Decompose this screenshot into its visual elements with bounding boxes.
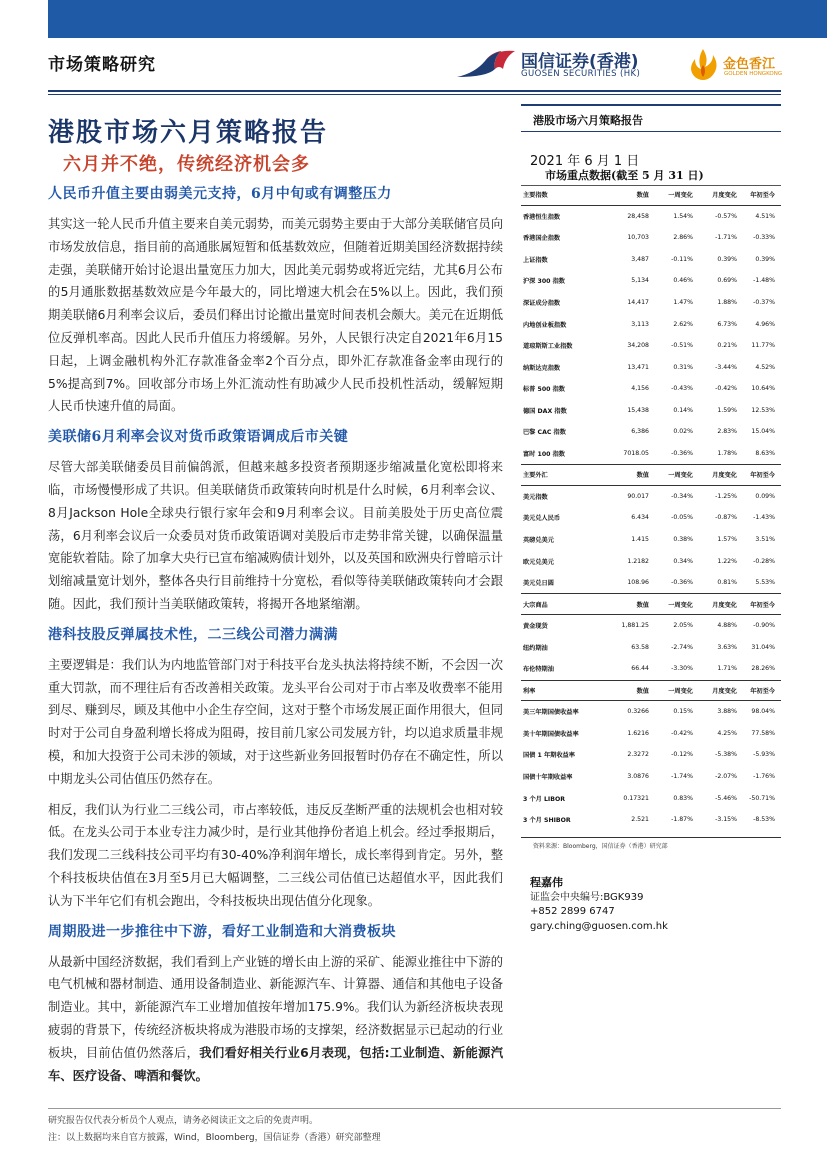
table-row bbox=[521, 486, 781, 508]
table-cell: 0.3266 bbox=[627, 708, 649, 716]
table-cell: 2.83% bbox=[717, 428, 737, 436]
section-heading: 美联储6月利率会议对货币政策语调成后市关键 bbox=[48, 429, 349, 446]
table-cell: 3.88% bbox=[717, 708, 737, 716]
table-cell: 1.6216 bbox=[627, 729, 649, 737]
table-row bbox=[521, 723, 781, 745]
paragraph-bold-conclusion: 我们看好相关行业6月表现，包括:工业制造、新能源汽车、医疗设备、啤酒和餐饮。 bbox=[48, 1045, 503, 1083]
table-cell: 内地创业板指数 bbox=[523, 321, 567, 329]
table-cell: 1.59% bbox=[717, 406, 737, 414]
header-divider-thin bbox=[48, 94, 781, 95]
table-cell: 1.22% bbox=[717, 557, 737, 565]
table-cell: -0.36% bbox=[671, 579, 693, 587]
table-cell: 3.51% bbox=[755, 536, 775, 544]
table-bottom-rule bbox=[521, 837, 781, 838]
table-header-cell: 数值 bbox=[636, 472, 649, 480]
table-header-cell: 利率 bbox=[523, 687, 536, 695]
table-cell: 2.62% bbox=[673, 320, 693, 328]
table-cell: 108.96 bbox=[627, 579, 649, 587]
table-cell: 3,487 bbox=[631, 255, 649, 263]
table-group-header bbox=[521, 593, 781, 615]
table-cell: 美元兑日圆 bbox=[523, 580, 554, 588]
table-cell: -0.11% bbox=[671, 255, 693, 263]
table-cell: 77.58% bbox=[751, 729, 775, 737]
table-cell: 6.434 bbox=[631, 514, 649, 522]
table-header-cell: 一周变化 bbox=[668, 601, 693, 609]
table-cell: 2.05% bbox=[673, 622, 693, 630]
section-cyclical bbox=[48, 921, 503, 1088]
table-cell: 国债 1 年期收益率 bbox=[523, 752, 575, 760]
table-cell: -0.33% bbox=[753, 234, 775, 242]
table-row bbox=[521, 658, 781, 680]
section-tech bbox=[48, 624, 503, 913]
section-rmb bbox=[48, 183, 503, 418]
table-cell: 美十年期国债收益率 bbox=[523, 730, 579, 738]
table-cell: 0.83% bbox=[673, 794, 693, 802]
table-cell: 德国 DAX 指数 bbox=[523, 407, 567, 415]
report-title: 港股市场六月策略报告 bbox=[48, 118, 329, 148]
table-cell: 15.04% bbox=[751, 428, 775, 436]
analyst-email[interactable]: gary.ching@guosen.com.hk bbox=[530, 920, 668, 932]
table-cell: 1.415 bbox=[631, 536, 649, 544]
table-row bbox=[521, 399, 781, 421]
main-body bbox=[48, 183, 503, 1087]
table-cell: 国债十年期收益率 bbox=[523, 774, 573, 782]
table-cell: 7018.05 bbox=[623, 449, 649, 457]
table-cell: 3,113 bbox=[631, 320, 649, 328]
table-cell: 4.52% bbox=[755, 363, 775, 371]
table-cell: 0.46% bbox=[673, 277, 693, 285]
table-cell: 3.0876 bbox=[627, 773, 649, 781]
table-group-header bbox=[521, 184, 781, 206]
table-row bbox=[521, 421, 781, 443]
table-cell: 富时 100 指数 bbox=[523, 450, 565, 458]
table-cell: 1.47% bbox=[673, 299, 693, 306]
sidebar-header bbox=[521, 104, 781, 132]
table-row bbox=[521, 615, 781, 637]
table-cell: 上证指数 bbox=[523, 256, 548, 264]
table-cell: 0.38% bbox=[673, 536, 693, 544]
paragraph: 尽管大部美联储委员目前偏鸽派，但越来越多投资者预期逐步缩减量化宽松即将来临，市场慢慢形成了共识。但美联储货币政策转向时机是什么时候，6月利率会议、8月Jackson Hole全球央行银行家年会和9月利率会议。目前美股处于历史高位震荡，6月利率会议后一众委员对货币政策语调对美股后市走势非常关键，以确保温量宽能软着陆。除了加拿大央行已宣布缩减购债计划外，以及英国和欧洲央行曾暗示计划缩减量宽计划外，整体各央行目前维持十分宽松，看似等待美联储政策转向才会跟随。因此，我们预计当美联储政策转，将揭开各地紧缩潮。 bbox=[48, 460, 503, 611]
table-row bbox=[521, 378, 781, 400]
table-cell: -0.12% bbox=[671, 751, 693, 759]
table-cell: 2.86% bbox=[673, 234, 693, 242]
paragraph-text: 从最新中国经济数据，我们看到上产业链的增长由上游的采矿、能源业推往中下游的电气机械和器材制造、通用设备制造业、新能源汽车、计算器、通信和其他电子设备制造业。其中，新能源汽车工业增加值按年增加175.9%。我们认为新经济板块表现疲弱的背景下，传统经济板块将成为港股市场的支撑架，经济数据显示已起动的行业板块，目前估值仍然落后， bbox=[48, 954, 503, 1060]
table-cell: 1,881.25 bbox=[621, 622, 649, 630]
table-cell: -0.90% bbox=[753, 622, 775, 630]
section-fed bbox=[48, 426, 503, 616]
golden-hongkong-logo bbox=[683, 45, 783, 85]
table-cell: 3 个月 LIBOR bbox=[523, 795, 565, 803]
table-cell: 11.77% bbox=[751, 342, 775, 350]
table-cell: 1.57% bbox=[717, 536, 737, 544]
table-cell: 0.31% bbox=[673, 363, 693, 371]
table-cell: 0.69% bbox=[717, 277, 737, 285]
header-divider bbox=[48, 90, 781, 92]
table-cell: 3.63% bbox=[717, 643, 737, 651]
table-cell: 1.2182 bbox=[627, 557, 649, 565]
table-cell: 2.521 bbox=[631, 816, 649, 824]
table-cell: 4,156 bbox=[631, 385, 649, 393]
table-row bbox=[521, 572, 781, 594]
table-cell: -1.25% bbox=[715, 492, 737, 500]
data-source: 资料来源：Bloomberg，国信证券（香港）研究部 bbox=[533, 843, 668, 850]
table-cell: -5.38% bbox=[715, 751, 737, 759]
table-cell: 1.88% bbox=[717, 299, 737, 306]
table-header-cell: 月度变化 bbox=[712, 601, 737, 609]
table-cell: 0.17321 bbox=[623, 794, 649, 802]
table-header-cell: 数值 bbox=[636, 191, 649, 199]
footer bbox=[48, 1113, 381, 1147]
table-cell: -0.57% bbox=[715, 212, 737, 220]
table-cell: 0.14% bbox=[673, 406, 693, 414]
guosen-logo-en: GUOSEN SECURITIES (HK) bbox=[521, 69, 641, 79]
sidebar-header-title: 港股市场六月策略报告 bbox=[533, 114, 643, 127]
report-date: 2021 年 6 月 1 日 bbox=[530, 154, 640, 169]
section-heading: 周期股进一步推往中下游，看好工业制造和大消费板块 bbox=[48, 923, 396, 940]
table-cell: 1.78% bbox=[717, 449, 737, 457]
table-cell: 沪深 300 指数 bbox=[523, 278, 565, 286]
paragraph bbox=[48, 951, 503, 1088]
table-cell: 香港恒生指数 bbox=[523, 213, 561, 221]
table-cell: -3.44% bbox=[715, 363, 737, 371]
table-cell: 美三年期国债收益率 bbox=[523, 709, 579, 717]
table-header-cell: 月度变化 bbox=[712, 191, 737, 199]
table-cell: 深证成分指数 bbox=[523, 300, 561, 307]
footer-disclaimer: 研究报告仅代表分析员个人观点，请务必阅读正文之后的免责声明。 bbox=[48, 1116, 319, 1126]
table-cell: 巴黎 CAC 指数 bbox=[523, 429, 566, 437]
table-row bbox=[521, 443, 781, 465]
table-cell: 0.34% bbox=[673, 557, 693, 565]
table-cell: 4.96% bbox=[755, 320, 775, 328]
guosen-logo-cn: 国信证券(香港) bbox=[521, 52, 639, 72]
market-table-title: 市场重点数据(截至 5 月 31 日) bbox=[521, 166, 781, 186]
table-header-cell: 大宗商品 bbox=[523, 601, 548, 609]
table-group-header bbox=[521, 464, 781, 486]
analyst-name: 程嘉伟 bbox=[530, 876, 563, 889]
table-cell: 纽约期油 bbox=[523, 644, 548, 652]
table-cell: -0.42% bbox=[671, 729, 693, 737]
table-cell: -0.34% bbox=[671, 492, 693, 500]
table-cell: 0.02% bbox=[673, 428, 693, 436]
table-row bbox=[521, 227, 781, 249]
guosen-logo bbox=[455, 45, 680, 87]
table-header-cell: 主要外汇 bbox=[523, 472, 548, 480]
table-header-cell: 年初至今 bbox=[750, 687, 775, 695]
table-cell: 布伦特期油 bbox=[523, 666, 554, 674]
table-cell: -8.53% bbox=[753, 816, 775, 824]
table-cell: 英磅兑美元 bbox=[523, 537, 554, 545]
section-heading: 港科技股反弹属技术性，二三线公司潜力满满 bbox=[48, 626, 338, 643]
table-cell: -2.07% bbox=[715, 773, 737, 781]
table-cell: 66.44 bbox=[631, 665, 649, 673]
paragraph: 主要逻辑是：我们认为内地监管部门对于科技平台龙头执法将持续不断，不会因一次重大罚款，而不理往后有否改善相关政策。龙头平台公司对于市占率及收费率不能用到尽、赚到尽，顾及其他中小企生存空间，这对于整个市场发展正面作用很大，但同时对于公司自身盈利增长将成为阻碍，按目前几家公司发展方针，均以追求质量非规模，和加大投资于公司未涉的领域，对于这些新业务回报暂时仍存在不确定性，所以中期龙头公司估值压仍然存在。 bbox=[48, 657, 503, 786]
table-header-cell: 年初至今 bbox=[750, 601, 775, 609]
table-cell: -5.93% bbox=[753, 751, 775, 759]
table-cell: 2.3272 bbox=[627, 751, 649, 759]
table-cell: -0.42% bbox=[715, 385, 737, 393]
table-cell: -50.71% bbox=[749, 794, 775, 802]
analyst-phone: +852 2899 6747 bbox=[530, 906, 615, 917]
table-cell: 63.58 bbox=[631, 643, 649, 651]
table-cell: 10,703 bbox=[627, 234, 649, 242]
table-cell: 0.81% bbox=[717, 579, 737, 587]
table-row bbox=[521, 529, 781, 551]
table-cell: 90.017 bbox=[627, 492, 649, 500]
table-row bbox=[521, 809, 781, 831]
table-cell: 6.73% bbox=[717, 320, 737, 328]
golden-logo-en: GOLDEN HONGKONG bbox=[724, 71, 783, 77]
table-header-cell: 年初至今 bbox=[750, 472, 775, 480]
table-cell: 4.51% bbox=[755, 212, 775, 220]
table-cell: 1.54% bbox=[673, 212, 693, 220]
top-color-bar bbox=[48, 0, 827, 38]
table-cell: 美元指数 bbox=[523, 493, 548, 501]
table-cell: 10.64% bbox=[751, 385, 775, 393]
table-cell: 美元兑人民币 bbox=[523, 515, 561, 523]
table-cell: -0.43% bbox=[671, 385, 693, 393]
table-cell: 15,438 bbox=[627, 406, 649, 414]
table-cell: -1.74% bbox=[671, 773, 693, 781]
table-row bbox=[521, 270, 781, 292]
table-row bbox=[521, 787, 781, 809]
section-heading: 人民币升值主要由弱美元支持，6月中旬或有调整压力 bbox=[48, 186, 392, 202]
footer-note: 注：以上数据均来自官方披露，Wind，Bloomberg，国信证券（香港）研究部整理 bbox=[48, 1133, 381, 1143]
table-cell: -0.05% bbox=[671, 514, 693, 522]
table-header-cell: 一周变化 bbox=[668, 191, 693, 199]
report-subtitle: 六月并不绝，传统经济机会多 bbox=[63, 154, 310, 175]
table-cell: 13,471 bbox=[627, 363, 649, 371]
table-header-cell: 数值 bbox=[636, 687, 649, 695]
table-cell: 标普 500 指数 bbox=[523, 386, 565, 394]
table-cell: 欧元兑美元 bbox=[523, 558, 554, 566]
market-data-table bbox=[521, 184, 781, 830]
table-row bbox=[521, 744, 781, 766]
table-cell: 0.39% bbox=[755, 255, 775, 263]
table-header-cell: 年初至今 bbox=[750, 191, 775, 199]
table-cell: -1.87% bbox=[671, 816, 693, 824]
table-cell: -2.74% bbox=[671, 643, 693, 651]
table-cell: 0.09% bbox=[755, 492, 775, 500]
table-row bbox=[521, 636, 781, 658]
table-group-header bbox=[521, 680, 781, 702]
table-header-cell: 月度变化 bbox=[712, 472, 737, 480]
table-row bbox=[521, 550, 781, 572]
series-label: 市场策略研究 bbox=[48, 55, 156, 75]
table-row bbox=[521, 249, 781, 271]
table-cell: 5,134 bbox=[631, 277, 649, 285]
table-row bbox=[521, 766, 781, 788]
table-cell: 12.53% bbox=[751, 406, 775, 414]
table-cell: 1.71% bbox=[717, 665, 737, 673]
table-cell: 0.21% bbox=[717, 342, 737, 350]
table-cell: -1.48% bbox=[753, 277, 775, 285]
table-cell: 28,458 bbox=[627, 212, 649, 220]
table-cell: 香港国企指数 bbox=[523, 235, 561, 243]
table-cell: 6,386 bbox=[631, 428, 649, 436]
table-cell: 5.53% bbox=[755, 579, 775, 587]
table-cell: -1.43% bbox=[753, 514, 775, 522]
table-row bbox=[521, 313, 781, 335]
table-row bbox=[521, 701, 781, 723]
table-header-cell: 月度变化 bbox=[712, 687, 737, 695]
table-row bbox=[521, 507, 781, 529]
table-cell: -3.15% bbox=[715, 816, 737, 824]
table-cell: -3.30% bbox=[671, 665, 693, 673]
table-row bbox=[521, 206, 781, 228]
footer-divider bbox=[48, 1108, 781, 1109]
golden-logo-cn: 金色香江 bbox=[723, 57, 776, 72]
table-cell: -0.37% bbox=[753, 299, 775, 306]
table-cell: 14,417 bbox=[627, 299, 649, 306]
table-row bbox=[521, 292, 781, 314]
table-row bbox=[521, 335, 781, 357]
table-cell: 0.15% bbox=[673, 708, 693, 716]
table-header-cell: 一周变化 bbox=[668, 472, 693, 480]
table-cell: 4.88% bbox=[717, 622, 737, 630]
table-cell: -0.51% bbox=[671, 342, 693, 350]
table-cell: 道琼斯斯工业指数 bbox=[523, 343, 573, 351]
paragraph: 相反，我们认为行业二三线公司，市占率较低，违反反垄断严重的法规机会也相对较低。在龙头公司于本业专注力减少时，是行业其他挣份者追上机会。经过季报期后，我们发现二三线科技公司平均有30-40%净利润年增长，成长率得到肯定。另外，整个科技板块估值在3月至5月已大幅调整，二三线公司估值已达超值水平，因此我们认为下半年它们有机会跑出，令科技板块出现估值分化现象。 bbox=[48, 802, 503, 908]
table-cell: 3 个月 SHIBOR bbox=[523, 817, 571, 825]
golden-flame-icon bbox=[683, 45, 723, 85]
table-cell: 28.26% bbox=[751, 665, 775, 673]
table-cell: 4.25% bbox=[717, 729, 737, 737]
table-cell: 98.04% bbox=[751, 708, 775, 716]
table-cell: -5.46% bbox=[715, 794, 737, 802]
table-header-cell: 主要指数 bbox=[523, 191, 548, 199]
table-cell: 0.39% bbox=[717, 255, 737, 263]
table-cell: 31.04% bbox=[751, 643, 775, 651]
table-cell: 纳斯达克指数 bbox=[523, 364, 561, 372]
table-cell: 8.63% bbox=[755, 449, 775, 457]
table-header-cell: 一周变化 bbox=[668, 687, 693, 695]
paragraph: 其实这一轮人民币升值主要来自美元弱势，而美元弱势主要由于大部分美联储官员向市场发放信息，指目前的高通胀属短暂和低基数效应，但随着近期美国经济数据持续走强，美联储开始讨论退出量宽压力加大，因此美元弱势或将近完结，尤其6月公布的5月通胀数据基数效应是今年最大的，同比增速大机会在5%以上。因此，我们预期美联储6月利率会议后，委员们释出讨论撤出量宽时间表机会颇大。美元在近期低位反弹机率高。因此人民币升值压力将缓解。另外，人民银行决定自2021年6月15日起，上调金融机构外汇存款准备金率2个百分点，即外汇存款准备金率由现行的5%提高到7%。回收部分市场上外汇流动性有助减少人民币投机性活动，缓解短期人民币快速升值的局面。 bbox=[48, 217, 503, 414]
table-header-cell: 数值 bbox=[636, 601, 649, 609]
table-cell: -0.28% bbox=[753, 557, 775, 565]
analyst-license: 证监会中央编号:BGK939 bbox=[530, 891, 644, 903]
table-row bbox=[521, 356, 781, 378]
table-cell: 黄金现货 bbox=[523, 623, 548, 631]
table-cell: -1.76% bbox=[753, 773, 775, 781]
guosen-logo-icon bbox=[455, 47, 517, 83]
table-cell: 34,208 bbox=[627, 342, 649, 350]
analyst-block bbox=[530, 876, 668, 934]
table-cell: -0.36% bbox=[671, 449, 693, 457]
table-cell: -0.87% bbox=[715, 514, 737, 522]
table-cell: -1.71% bbox=[715, 234, 737, 242]
